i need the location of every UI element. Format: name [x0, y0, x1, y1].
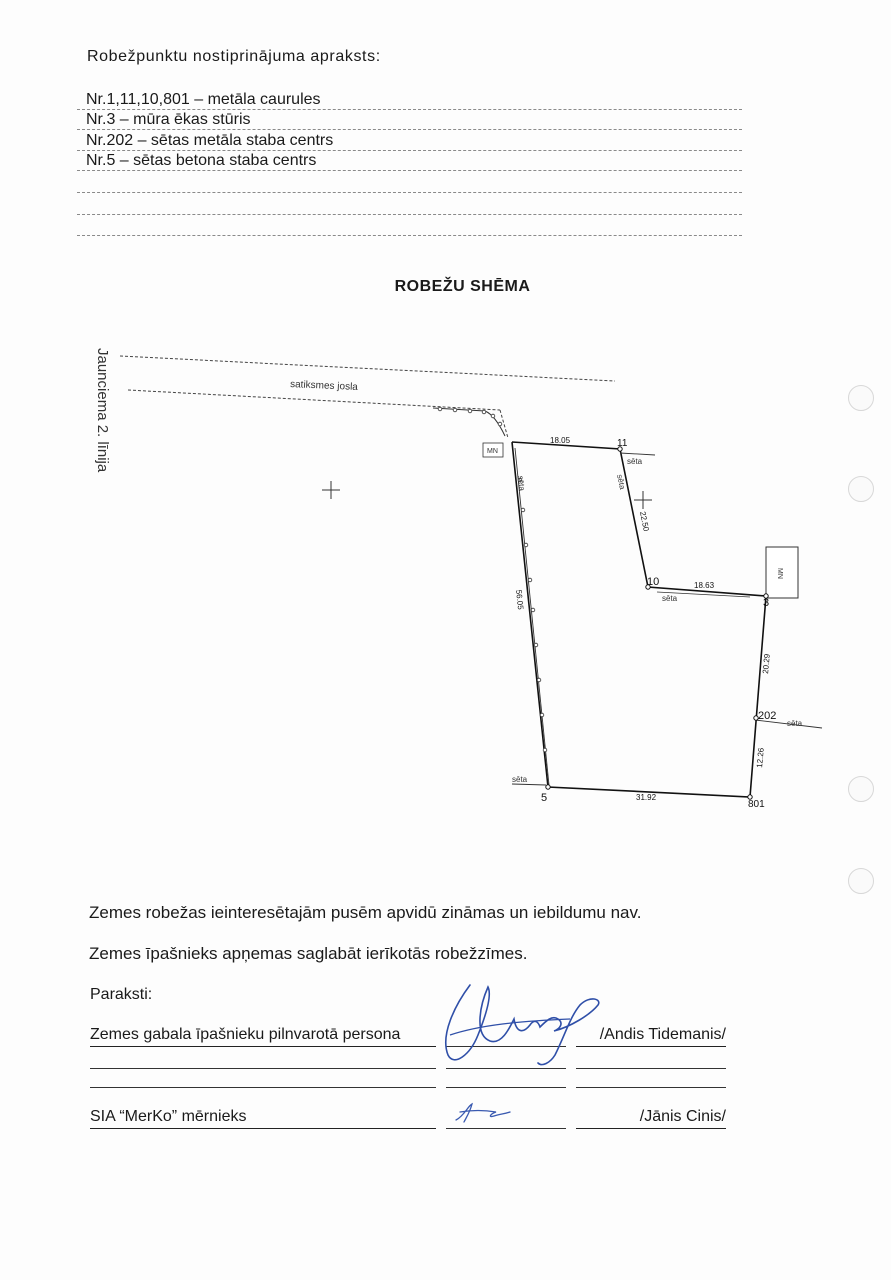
- north-label: MN: [487, 448, 498, 455]
- distance-bottom: 31.92: [636, 793, 657, 802]
- signature-line: [446, 1128, 566, 1129]
- fence-label-left: sēta: [516, 475, 527, 492]
- building-label: MN: [776, 568, 783, 579]
- point-11: 11: [617, 438, 628, 449]
- signature-owner: [430, 975, 610, 1075]
- statement-boundaries: Zemes robežas ieinteresētajām pusēm apvidū zināmas un iebildumu nav.: [89, 903, 642, 922]
- point-10: 10: [647, 576, 660, 588]
- binder-hole: [848, 776, 874, 802]
- distance-top: 18.05: [550, 436, 571, 445]
- binder-hole: [848, 385, 874, 411]
- blank-line: [446, 1087, 566, 1088]
- distance-3-202: 20.29: [761, 653, 772, 675]
- statement-owner: Zemes īpašnieks apņemas saglabāt ierīkotās robežzīmes.: [89, 944, 528, 963]
- blank-line: [90, 1087, 436, 1088]
- signature-role: SIA “MerKo” mērnieks: [90, 1106, 436, 1129]
- signature-surveyor: [450, 1098, 520, 1128]
- zone-line-lower: [128, 390, 500, 410]
- description-line: Nr.202 – sētas metāla staba centrs: [77, 131, 742, 151]
- parcel-boundary: [512, 442, 766, 797]
- point-5: 5: [541, 792, 548, 804]
- zone-line-upper: [120, 356, 615, 381]
- description-line: Nr.3 – mūra ēkas stūris: [77, 110, 742, 130]
- binder-hole: [848, 476, 874, 502]
- blank-line: [576, 1087, 726, 1088]
- signature-role: Zemes gabala īpašnieku pilnvarotā persona: [90, 1024, 436, 1047]
- fixation-heading: Robežpunktu nostiprinājuma apraksts:: [87, 48, 381, 65]
- fence-label-5: sēta: [512, 775, 528, 784]
- scheme-title: ROBEŽU SHĒMA: [394, 278, 531, 295]
- description-line: Nr.5 – sētas betona staba centrs: [77, 151, 742, 171]
- fence-label-202: sēta: [787, 719, 803, 728]
- fence-left: [515, 448, 549, 785]
- street-label: Jaunciema 2. līnija: [94, 348, 111, 473]
- fence-label-10-3: sēta: [662, 594, 678, 603]
- point-3: 3: [763, 597, 770, 609]
- distance-11-10: 22.50: [638, 510, 651, 533]
- distance-left: 56.05: [514, 589, 526, 611]
- signatures-label: Paraksti:: [90, 986, 153, 1003]
- signer-name: /Jānis Cinis/: [576, 1106, 726, 1129]
- blank-line: [90, 1068, 436, 1069]
- point-801: 801: [748, 799, 765, 810]
- fence-label-11: sēta: [627, 457, 643, 466]
- signer-name: /Andis Tidemanis/: [576, 1024, 726, 1047]
- distance-10-3: 18.63: [694, 581, 715, 590]
- fence-label-11-10: sēta: [615, 473, 627, 491]
- zone-label: satiksmes josla: [289, 379, 359, 393]
- distance-202-801: 12.26: [755, 747, 766, 769]
- description-line: Nr.1,11,10,801 – metāla caurules: [77, 90, 742, 110]
- point-202: 202: [758, 710, 777, 722]
- binder-hole: [848, 868, 874, 894]
